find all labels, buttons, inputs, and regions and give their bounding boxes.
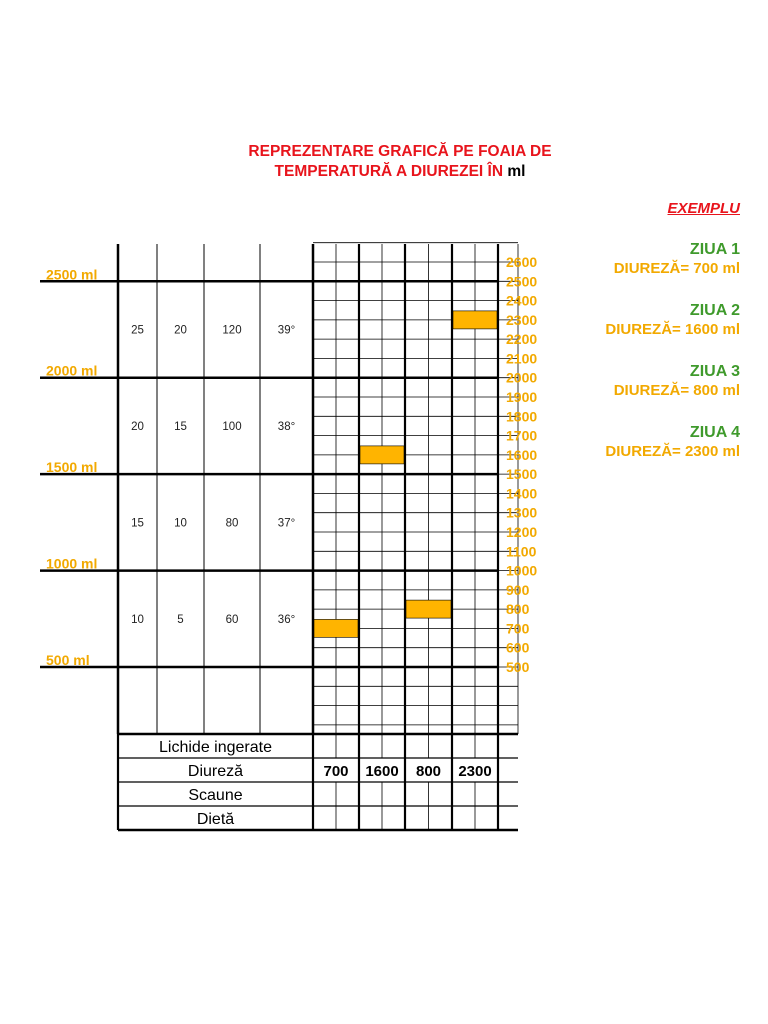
diuresis-value-day-2: 1600 xyxy=(365,763,399,780)
title-line-1: REPREZENTARE GRAFICĂ PE FOAIA DE xyxy=(248,143,552,160)
left-axis-label: 2000 ml xyxy=(46,362,98,379)
vital-value: 5 xyxy=(177,613,184,626)
scale-label: 1200 xyxy=(506,524,538,540)
vital-value: 10 xyxy=(131,613,144,626)
scale-label: 900 xyxy=(506,581,530,598)
vital-value: 36° xyxy=(277,613,296,626)
scale-label: 2300 xyxy=(506,311,538,328)
scale-label: 1900 xyxy=(506,389,538,405)
legend-value-2: DIUREZĂ= 1600 ml xyxy=(605,321,740,338)
vital-value: 10 xyxy=(174,517,187,530)
scale-label: 1600 xyxy=(506,446,538,463)
title-unit: ml xyxy=(507,163,526,180)
scale-label: 2100 xyxy=(506,350,538,367)
legend-day-3: ZIUA 3 xyxy=(689,363,740,380)
legend-day-2: ZIUA 2 xyxy=(689,302,740,319)
legend-value-3: DIUREZĂ= 800 ml xyxy=(613,382,740,399)
diuresis-value-day-3: 800 xyxy=(415,763,442,780)
diuresis-value-day-1: 700 xyxy=(323,763,349,780)
scale-label: 2400 xyxy=(506,292,538,309)
vital-value: 15 xyxy=(131,517,144,530)
left-axis-label: 1500 ml xyxy=(46,459,98,476)
vital-value: 38° xyxy=(277,420,296,433)
legend-value-4: DIUREZĂ= 2300 ml xyxy=(605,443,740,460)
scale-label: 2600 xyxy=(506,254,538,270)
scale-label: 1000 xyxy=(506,562,538,579)
vital-value: 25 xyxy=(131,324,144,337)
left-axis-label: 500 ml xyxy=(46,652,90,668)
scale-label: 800 xyxy=(506,601,530,618)
vital-value: 100 xyxy=(222,420,242,433)
left-axis-label: 1000 ml xyxy=(46,555,98,572)
legend-value-1: DIUREZĂ= 700 ml xyxy=(613,260,740,277)
scale-label: 500 xyxy=(506,659,530,675)
vital-value: 39° xyxy=(277,324,296,337)
diuresis-bar-day-4 xyxy=(453,311,497,329)
scale-label: 1300 xyxy=(506,504,538,521)
scale-label: 1500 xyxy=(506,466,538,483)
table-row-label: Scaune xyxy=(188,787,243,804)
scale-label: 600 xyxy=(506,639,530,656)
vital-value: 120 xyxy=(222,324,242,337)
diuresis-bar-day-1 xyxy=(314,619,358,637)
scale-label: 2500 xyxy=(506,273,538,290)
vital-value: 15 xyxy=(174,420,187,433)
table-row-label: Diureză xyxy=(187,763,244,780)
scale-label: 1700 xyxy=(506,427,538,444)
scale-label: 700 xyxy=(506,620,530,637)
scale-label: 1400 xyxy=(506,485,538,502)
vital-value: 37° xyxy=(277,517,296,530)
vital-value: 80 xyxy=(225,517,239,530)
scale-label: 2200 xyxy=(506,331,538,348)
title-line-2-text: TEMPERATURĂ A DIUREZEI ÎN xyxy=(274,163,504,180)
vital-value: 20 xyxy=(131,420,144,433)
table-row-label: Dietă xyxy=(196,811,235,828)
table-row-label: Lichide ingerate xyxy=(159,739,272,756)
scale-label: 1100 xyxy=(506,543,537,560)
legend-day-1: ZIUA 1 xyxy=(689,241,740,258)
diuresis-bar-day-3 xyxy=(406,600,451,618)
example-label: EXEMPLU xyxy=(667,200,740,217)
left-axis-label: 2500 ml xyxy=(46,266,98,283)
scale-label: 2000 xyxy=(506,369,538,386)
diuresis-value-day-4: 2300 xyxy=(458,763,492,780)
legend-day-4: ZIUA 4 xyxy=(689,424,740,441)
scale-label: 1800 xyxy=(506,408,538,425)
vital-value: 60 xyxy=(225,613,239,626)
vital-value: 20 xyxy=(174,324,187,337)
diuresis-bar-day-2 xyxy=(360,446,404,464)
